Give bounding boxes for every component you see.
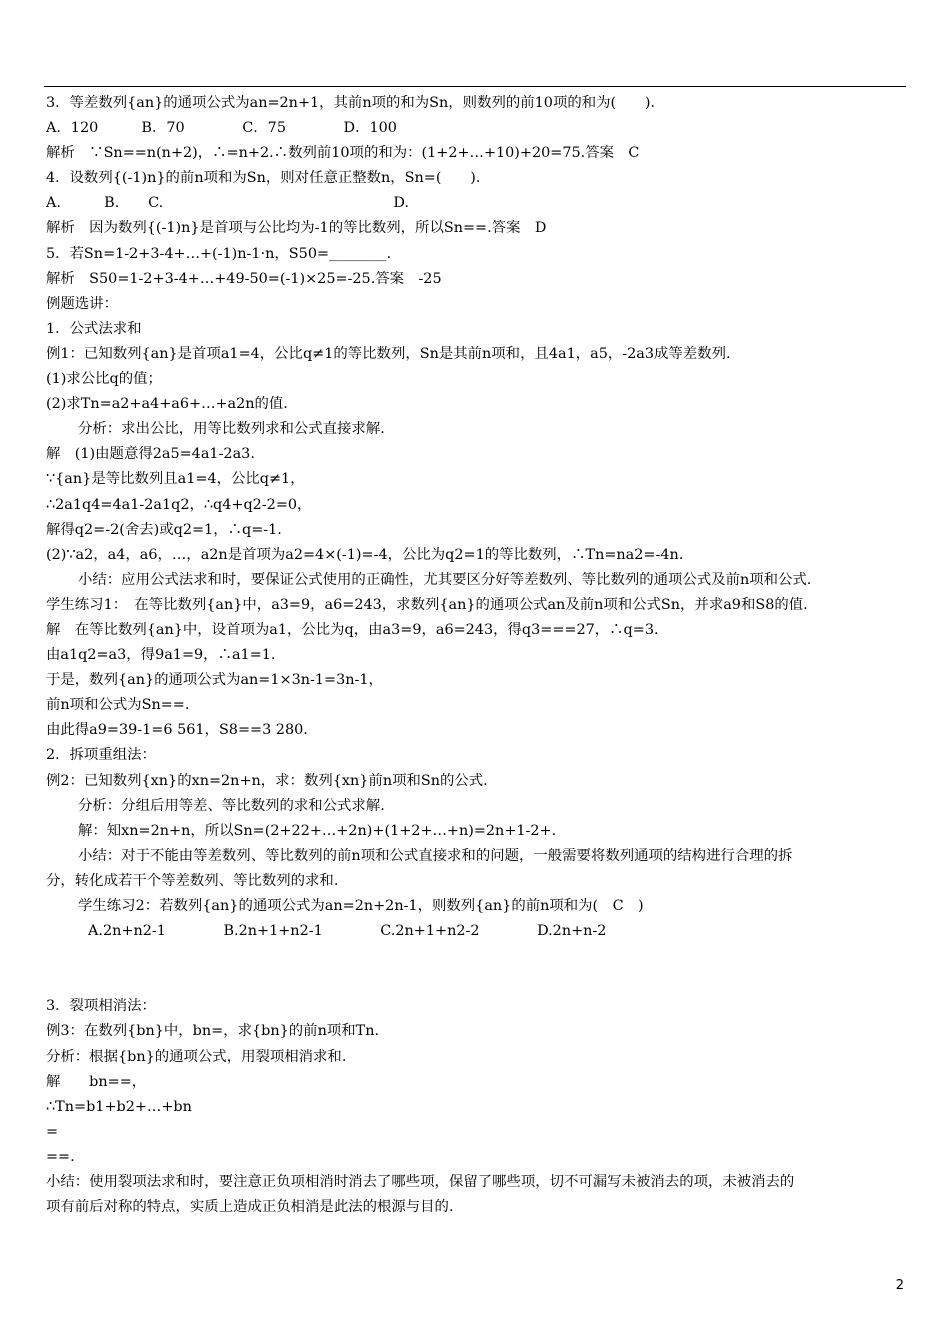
practice-2-text: 学生练习2：若数列{an}的通项公式为an=2n+2n-1，则数列{an}的前n项和为( C )	[78, 898, 644, 914]
problem-3-text: 3．等差数列{an}的通项公式为an=2n+1，其前n项的和为Sn，则数列的前10项的和为( )．	[46, 95, 665, 111]
problem-4-options: A. B. C. D.	[46, 195, 409, 212]
example-2-analysis: 分析：分组后用等差、等比数列的求和公式求解.	[78, 797, 385, 814]
example-2-summary-continued: 分，转化成若干个等差数列、等比数列的求和.	[46, 872, 339, 889]
problem-3-solution: 解析 ∵Sn==n(n+2)，∴=n+2.∴数列前10项的和为：(1+2+…+10)+20=75.答案 C	[46, 145, 640, 162]
example-3-analysis: 分析：根据{bn}的通项公式，用裂项相消求和.	[46, 1048, 347, 1065]
problem-4-text: 4．设数列{(-1)n}的前n项和为Sn，则对任意正整数n，Sn=( )．	[46, 170, 491, 187]
problem-4-solution: 解析 因为数列{(-1)n}是首项与公比均为-1的等比数列，所以Sn==.答案 D	[46, 220, 547, 237]
example-1-solution-line: (2)∵a2，a4，a6，…，a2n是首项为a2=4×(-1)=-4，公比为q2=1的等比数列，∴Tn=na2=-4n.	[46, 546, 684, 563]
example-1-solution-line: ∴2a1q4=4a1-2a1q2，∴q4+q2-2=0，	[46, 496, 312, 513]
example-3-solution-line: ==.	[46, 1148, 75, 1165]
practice-1-solution-line: 由a1q2=a3，得9a1=9，∴a1=1.	[46, 647, 276, 664]
section-heading-examples: 例题选讲：	[46, 295, 118, 312]
example-1-text: 例1：已知数列{an}是首项a1=4，公比q≠1的等比数列，Sn是其前n项和，且4a1，a5，-2a3成等差数列.	[46, 345, 731, 362]
example-3-solution-line: =	[46, 1123, 59, 1140]
example-2-text: 例2：已知数列{xn}的xn=2n+n，求：数列{xn}前n项和Sn的公式.	[46, 772, 488, 789]
practice-1-solution-line: 由此得a9=39-1=6 561，S8==3 280.	[46, 722, 308, 739]
example-1-part-1: (1)求公比q的值；	[46, 371, 162, 388]
problem-5-text: 5．若Sn=1-2+3-4+…+(-1)n-1·n，S50=________.	[46, 245, 392, 262]
example-3-summary: 小结：使用裂项法求和时，要注意正负项相消时消去了哪些项，保留了哪些项，切不可漏写未被消去的项，未被消去的	[46, 1174, 795, 1191]
section-heading-telescoping: 3．裂项相消法：	[46, 998, 156, 1015]
practice-1-solution-line: 于是，数列{an}的通项公式为an=1×3n-1=3n-1，	[46, 672, 383, 689]
practice-1-solution-line: 解 在等比数列{an}中，设首项为a1，公比为q，由a3=9，a6=243，得q3===27，∴q=3.	[46, 621, 659, 638]
example-3-solution-line: 解 bn==，	[46, 1073, 147, 1090]
example-1-solution-line: 解得q2=-2(舍去)或q2=1，∴q=-1.	[46, 521, 282, 538]
example-1-solution-line: 解 (1)由题意得2a5=4a1-2a3.	[46, 446, 255, 463]
example-2-summary: 小结：对于不能由等差数列、等比数列的前n项和公式直接求和的问题，一般需要将数列通项的结构进行合理的拆	[78, 847, 793, 864]
practice-1-text: 学生练习1： 在等比数列{an}中，a3=9，a6=243，求数列{an}的通项公式an及前n项和公式Sn，并求a9和S8的值.	[46, 596, 808, 613]
problem-5-solution: 解析 S50=1-2+3-4+…+49-50=(-1)×25=-25.答案 -25	[46, 270, 442, 287]
section-heading-formula: 1．公式法求和	[46, 320, 142, 337]
practice-2-options: A.2n+n2-1 B.2n+1+n2-1 C.2n+1+n2-2 D.2n+n-2	[88, 923, 607, 940]
problem-3-options: A．120 B．70 C．75 D．100	[46, 120, 397, 137]
blank-gap	[46, 944, 906, 994]
page-number: 2	[895, 1278, 904, 1293]
example-3-summary-continued: 项有前后对称的特点，实质上造成正负相消是此法的根源与目的.	[46, 1199, 454, 1216]
example-1-part-2: (2)求Tn=a2+a4+a6+…+a2n的值.	[46, 396, 288, 413]
document-body	[46, 91, 906, 1220]
example-1-summary: 小结：应用公式法求和时，要保证公式使用的正确性，尤其要区分好等差数列、等比数列的通项公式及前n项和公式.	[78, 571, 812, 588]
example-3-solution-line: ∴Tn=b1+b2+…+bn	[46, 1098, 192, 1115]
header-rule	[44, 86, 906, 87]
example-3-text: 例3：在数列{bn}中，bn=，求{bn}的前n项和Tn.	[46, 1023, 380, 1040]
section-heading-split: 2．拆项重组法：	[46, 747, 156, 764]
example-1-analysis: 分析：求出公比，用等比数列求和公式直接求解.	[78, 421, 385, 438]
practice-1-solution-line: 前n项和公式为Sn==.	[46, 697, 190, 714]
example-1-solution-line: ∵{an}是等比数列且a1=4，公比q≠1，	[46, 471, 305, 488]
example-2-solution: 解：知xn=2n+n，所以Sn=(2+22+…+2n)+(1+2+…+n)=2n+1-2+.	[78, 822, 557, 839]
